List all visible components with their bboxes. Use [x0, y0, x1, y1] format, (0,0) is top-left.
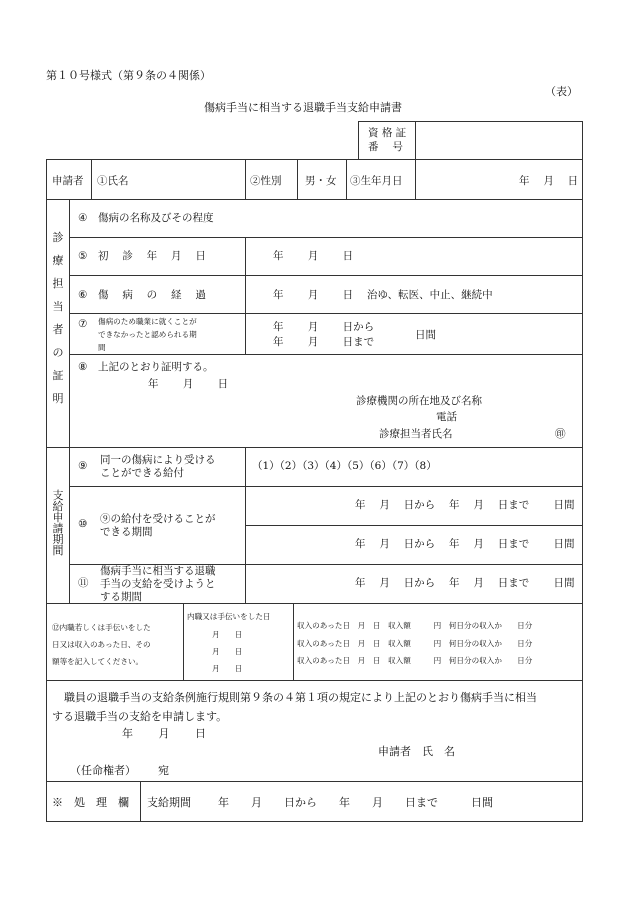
- institution-label: 診療機関の所在地及び名称: [356, 395, 482, 407]
- income-note-3: 額等を記入してください。: [52, 657, 144, 666]
- incapacity-days[interactable]: 日間: [415, 329, 436, 341]
- work-days-header: 内職又は手伝いをした日: [187, 612, 271, 621]
- item-7-label-2: できなかったと認められる期: [98, 330, 197, 339]
- item-7-num: ⑦: [78, 318, 88, 330]
- income-note: ⑫内職若しくは手伝いをした: [52, 623, 151, 632]
- form-title: 傷病手当に相当する退職手当支給申請書: [204, 101, 402, 114]
- item-11-label-2: 手当の支給を受けようと: [100, 578, 216, 590]
- progress-outcome-options[interactable]: 治ゆ、転医、中止、継続中: [367, 289, 493, 301]
- item-9-label: 同一の傷病により受ける: [100, 454, 216, 466]
- item-6-label: 傷 病 の 経 過: [98, 289, 206, 301]
- processing-period-value[interactable]: 年 月 日から 年 月 日まで 日間: [218, 796, 493, 809]
- incapacity-from[interactable]: 年 月 日から: [273, 321, 375, 333]
- item-9-label-2: ことができる給付: [100, 467, 184, 479]
- item-6-num: ⑥: [78, 289, 88, 301]
- item-11-label-3: する期間: [100, 591, 142, 603]
- income-row-3[interactable]: 収入のあった日 月 日 収入額 円 何日分の収入か 日分: [297, 656, 533, 665]
- processing-label: ※ 処 理 欄: [52, 796, 129, 809]
- item-7-label-3: 間: [98, 344, 106, 352]
- requested-period[interactable]: 年 月 日から 年 月 日まで 日間: [355, 577, 575, 589]
- qualification-number-field[interactable]: [416, 122, 581, 158]
- processing-period-label: 支給期間: [147, 796, 191, 809]
- item-9-num: ⑨: [78, 460, 88, 472]
- item-10-label-2: できる期間: [100, 526, 153, 538]
- incapacity-to[interactable]: 年 月 日まで: [273, 336, 375, 348]
- name-field[interactable]: [150, 162, 242, 196]
- doctor-name-label: 診療担当者氏名: [379, 428, 453, 440]
- item-11-num: ⑪: [78, 577, 89, 589]
- declaration-text: 職員の退職手当の支給条例施行規則第９条の４第１項の規定により上記のとおり傷病手当に相当: [64, 691, 537, 704]
- item-4-label: 傷病の名称及びその程度: [98, 212, 214, 224]
- item-8-num: ⑧: [78, 361, 88, 373]
- certification-date[interactable]: 年 月 日: [148, 378, 229, 390]
- income-note-2: 日又は収入のあった日、その: [52, 640, 151, 649]
- item-10-label: ⑨の給付を受けることが: [100, 513, 216, 525]
- form-number: 第１０号様式（第９条の４関係）: [46, 69, 211, 82]
- seal-mark: ㊞: [555, 428, 566, 440]
- declaration-date[interactable]: 年 月 日: [122, 727, 206, 740]
- progress-date[interactable]: 年 月 日: [273, 289, 354, 301]
- benefit-period-1[interactable]: 年 月 日から 年 月 日まで 日間: [355, 499, 575, 511]
- item-7-label: 傷病のため職業に就くことが: [98, 317, 197, 326]
- item-4-num: ④: [78, 212, 88, 224]
- dob-field[interactable]: 年 月 日: [519, 175, 579, 187]
- payment-side-label: 支 給 申 請 期 間: [52, 489, 64, 557]
- addressee-suffix: 宛: [158, 764, 169, 777]
- dob-label: ③生年月日: [350, 175, 403, 187]
- item-11-label: 傷病手当に相当する退職: [100, 565, 216, 577]
- income-row-1[interactable]: 収入のあった日 月 日 収入額 円 何日分の収入か 日分: [297, 621, 533, 630]
- sex-label: ②性別: [250, 175, 282, 187]
- authority-label: （任命権者）: [70, 764, 136, 777]
- side-indicator: （表）: [545, 85, 578, 98]
- applicant-label: 申請者: [52, 175, 84, 187]
- qualification-label-2: 番 号: [368, 141, 403, 153]
- first-visit-date[interactable]: 年 月 日: [273, 250, 354, 262]
- work-date-1[interactable]: 月 日: [212, 630, 243, 639]
- benefit-options[interactable]: （1）（2）（3）（4）（5）（6）（7）（8）: [252, 460, 437, 472]
- declaration-text-2: する退職手当の支給を申請します。: [52, 710, 228, 723]
- applicant-signature-label: 申請者 氏 名: [378, 745, 455, 758]
- benefit-period-2[interactable]: 年 月 日から 年 月 日まで 日間: [355, 538, 575, 550]
- work-date-3[interactable]: 月 日: [212, 664, 243, 673]
- phone-label: 電話: [436, 411, 457, 423]
- medical-side-label: 診 療 担 当 者 の 証 明: [52, 231, 64, 405]
- diagnosis-field[interactable]: [250, 202, 580, 234]
- work-date-2[interactable]: 月 日: [212, 647, 243, 656]
- certification-statement: 上記のとおり証明する。: [98, 361, 214, 373]
- item-10-num: ⑩: [78, 518, 88, 530]
- name-label: ①氏名: [97, 175, 129, 187]
- item-5-num: ⑤: [78, 250, 88, 262]
- sex-options[interactable]: 男・女: [305, 175, 337, 187]
- qualification-label: 資 格 証: [368, 127, 407, 139]
- item-5-label: 初 診 年 月 日: [98, 250, 206, 262]
- income-row-2[interactable]: 収入のあった日 月 日 収入額 円 何日分の収入か 日分: [297, 639, 533, 648]
